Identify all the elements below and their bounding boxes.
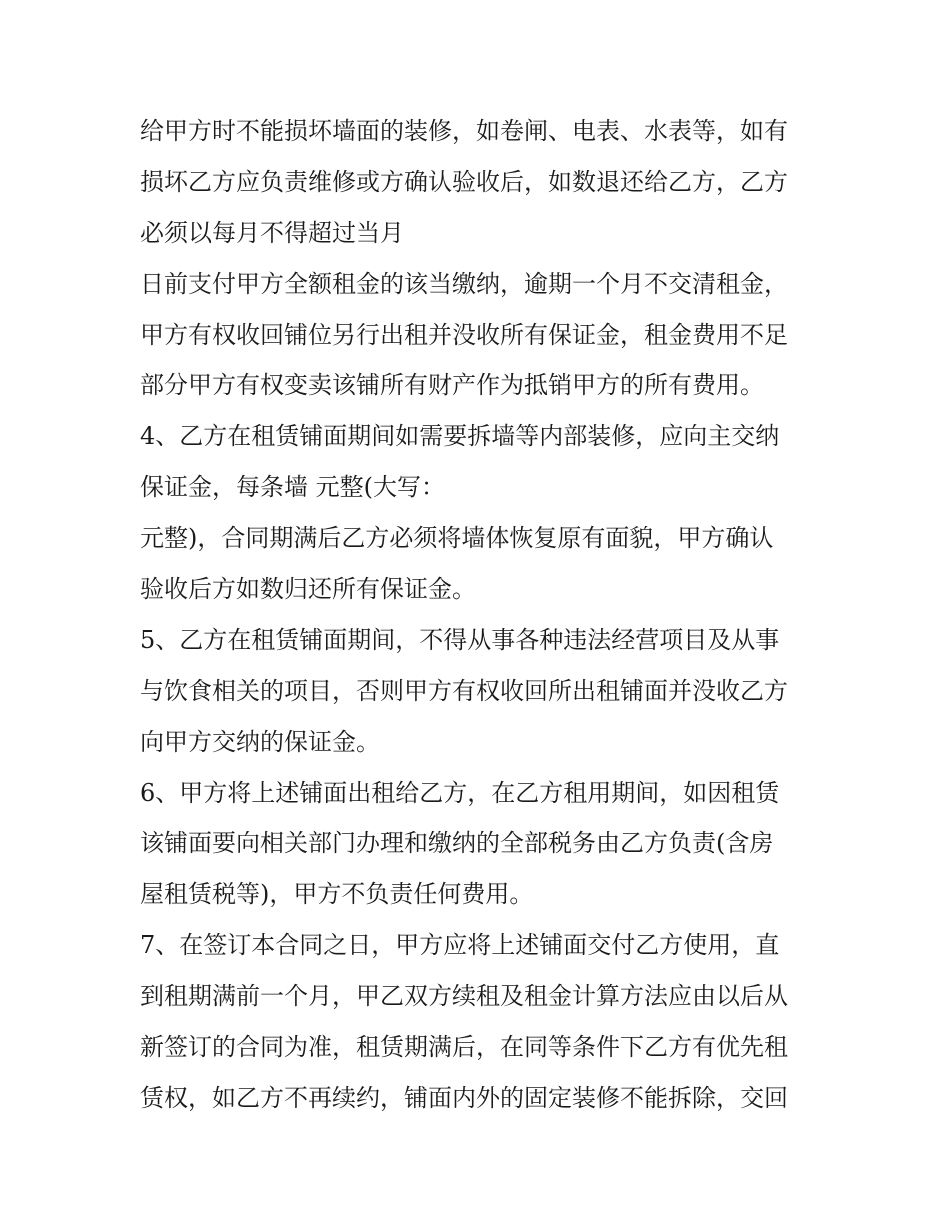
clause-4-line: 4、乙方在租赁铺面期间如需要拆墙等内部装修，应向主交纳 <box>140 422 780 451</box>
text-line: 必须以每月不得超过当月 <box>140 218 404 247</box>
text-line: 损坏乙方应负责维修或方确认验收后，如数退还给乙方，乙方 <box>140 167 788 196</box>
text-line: 日前支付甲方全额租金的该当缴纳，逾期一个月不交清租金， <box>140 269 788 298</box>
text-line: 元整)，合同期满后乙方必须将墙体恢复原有面貌，甲方确认 <box>140 524 774 553</box>
text-line: 到租期满前一个月，甲乙双方续租及租金计算方法应由以后从 <box>140 982 788 1011</box>
text-line: 给甲方时不能损坏墙面的装修，如卷闸、电表、水表等，如有 <box>140 117 788 145</box>
text-line: 与饮食相关的项目，否则甲方有权收回所出租铺面并没收乙方 <box>140 676 788 705</box>
clause-7-line: 7、在签订本合同之日，甲方应将上述铺面交付乙方使用，直 <box>140 931 780 960</box>
text-line: 屋租赁税等)，甲方不负责任何费用。 <box>140 880 534 909</box>
text-line: 部分甲方有权变卖该铺所有财产作为抵销甲方的所有费用。 <box>140 371 764 400</box>
text-line: 赁权，如乙方不再续约，铺面内外的固定装修不能拆除，交回 <box>140 1083 788 1112</box>
text-line: 验收后方如数归还所有保证金。 <box>140 575 476 604</box>
contract-body <box>140 106 820 1124</box>
text-line: 保证金，每条墙 元整(大写： <box>140 473 445 502</box>
clause-6-line: 6、甲方将上述铺面出租给乙方，在乙方租用期间，如因租赁 <box>140 778 780 807</box>
text-line: 向甲方交纳的保证金。 <box>140 727 380 756</box>
text-line: 甲方有权收回铺位另行出租并没收所有保证金，租金费用不足 <box>140 320 788 349</box>
text-line: 该铺面要向相关部门办理和缴纳的全部税务由乙方负责(含房 <box>140 829 774 858</box>
clause-5-line: 5、乙方在租赁铺面期间，不得从事各种违法经营项目及从事 <box>140 625 780 654</box>
text-line: 新签订的合同为准，租赁期满后，在同等条件下乙方有优先租 <box>140 1033 788 1062</box>
